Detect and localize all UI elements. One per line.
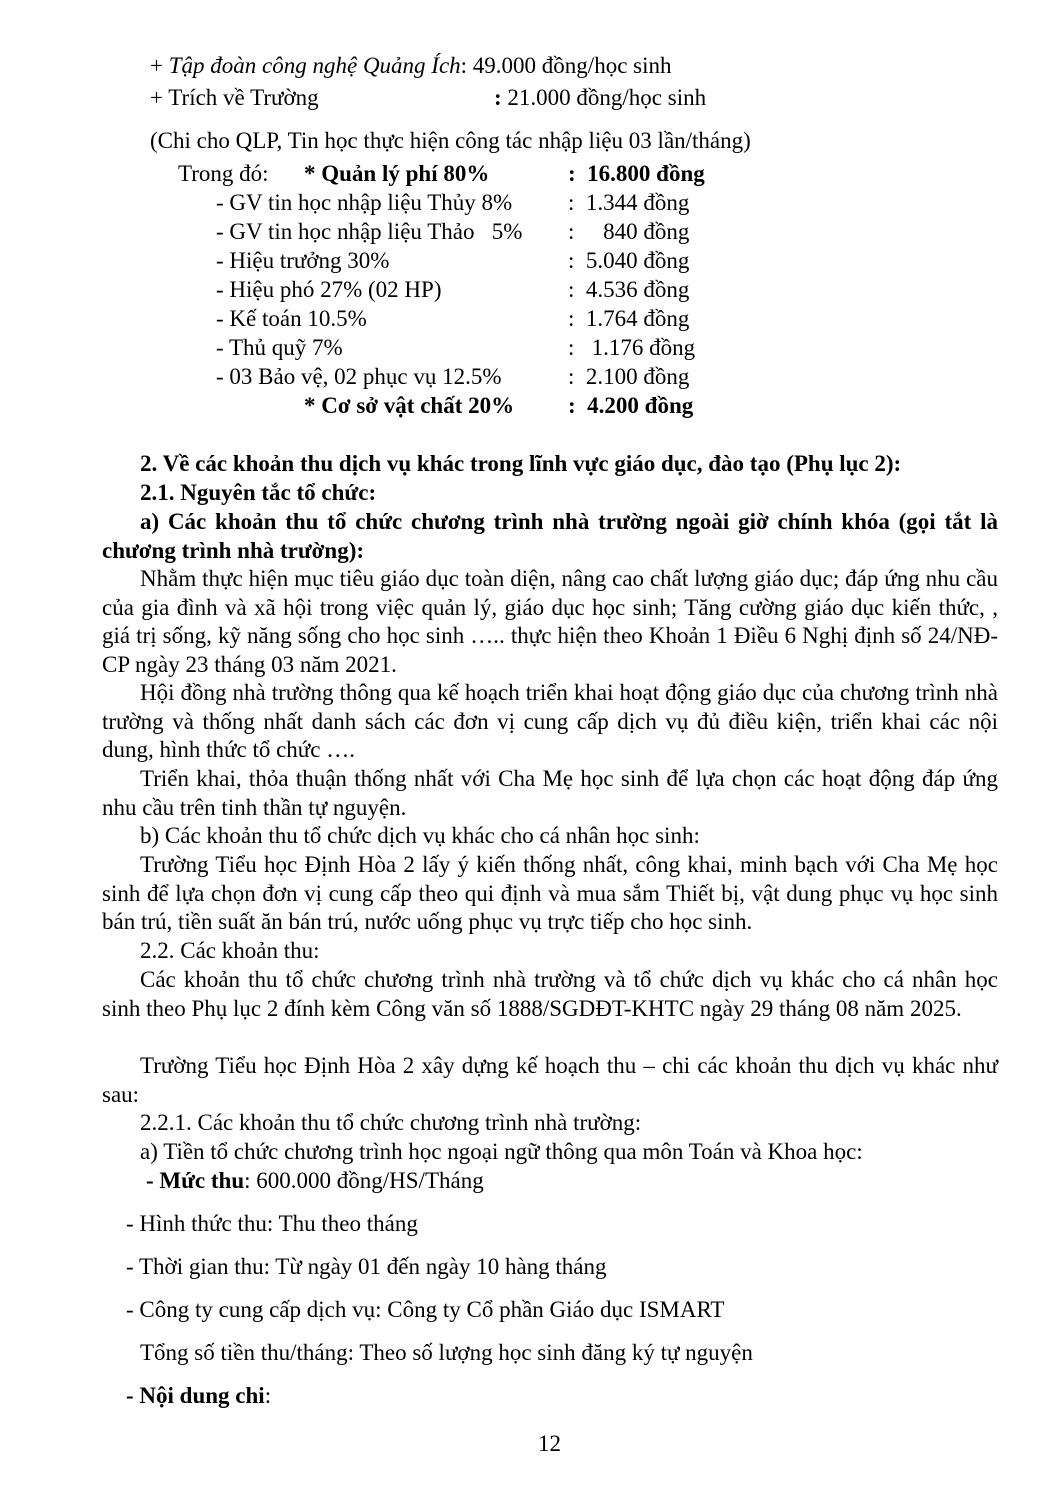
row-label: - Hiệu trưởng 30% (216, 248, 390, 273)
muc-thu-line: - Mức thu: 600.000 đồng/HS/Tháng (146, 1168, 484, 1193)
row-value: : 2.100 đồng (568, 364, 690, 389)
row-label: - Kế toán 10.5% (216, 306, 367, 331)
page-number: 12 (538, 1431, 561, 1456)
csvc-value: : 4.200 đồng (568, 393, 694, 418)
row-label: - GV tin học nhập liệu Thảo 5% (216, 219, 523, 244)
cong-ty-line: - Công ty cung cấp dịch vụ: Công ty Cổ phần Giáo dục ISMART (126, 1297, 725, 1322)
paragraph-3: Triển khai, thỏa thuận thống nhất với Cha Mẹ học sinh để lựa chọn các hoạt động đáp ứng nhu cầu trên tinh thần tự nguyện. (102, 766, 998, 820)
paragraph-4: Trường Tiểu học Định Hòa 2 lấy ý kiến thống nhất, công khai, minh bạch với Cha Mẹ học sinh để lựa chọn đơn vị cung cấp theo qui định và mua sắm Thiết bị, vật dung phục vụ học sinh bán trú, tiền suất ăn bán trú, nước uống phục vụ trực tiếp cho học sinh. (102, 852, 998, 935)
row-label: - GV tin học nhập liệu Thủy 8% (216, 190, 513, 215)
section-2-1-heading: 2.1. Nguyên tắc tổ chức: (140, 480, 377, 505)
section-2-2-1-heading: 2.2.1. Các khoản thu tổ chức chương trình nhà trường: (140, 1110, 642, 1135)
paragraph-6: Trường Tiểu học Định Hòa 2 xây dựng kế hoạch thu – chi các khoản thu dịch vụ khác như sau: (102, 1053, 998, 1107)
qlp-value: : 16.800 đồng (568, 161, 705, 186)
tong-so-line: Tổng số tiền thu/tháng: Theo số lượng học sinh đăng ký tự nguyện (140, 1340, 753, 1365)
section-2-heading: 2. Về các khoản thu dịch vụ khác trong lĩnh vực giáo dục, đào tạo (Phụ lục 2): (140, 451, 902, 476)
csvc-label: * Cơ sở vật chất 20% (304, 393, 515, 418)
line-quang-ich: + Tập đoàn công nghệ Quảng Ích: 49.000 đồng/học sinh (150, 53, 672, 78)
line-trich-ve-truong: + Trích về Trường (150, 85, 319, 110)
a-heading: a) Các khoản thu tổ chức chương trình nhà trường ngoài giờ chính khóa (gọi tắt là chương trình nhà trường): (102, 509, 998, 563)
paragraph-1: Nhằm thực hiện mục tiêu giáo dục toàn diện, nâng cao chất lượng giáo dục; đáp ứng nhu cầu của gia đình và xã hội trong việc quản lý, giáo dục học sinh; Tăng cường giáo dục kiến thức, , giá trị sống, kỹ năng sống cho học sinh ….. thực hiện theo Khoản 1 Điều 6 Nghị định số 24/NĐ-CP ngày 23 tháng 03 năm 2021. (102, 566, 998, 677)
row-value: : 4.536 đồng (568, 277, 690, 302)
item-a-language: a) Tiền tổ chức chương trình học ngoại ngữ thông qua môn Toán và Khoa học: (140, 1139, 863, 1164)
paragraph-5: Các khoản thu tổ chức chương trình nhà trường và tổ chức dịch vụ khác cho cá nhân học sinh theo Phụ lục 2 đính kèm Công văn số 1888/SGDĐT-KHTC ngày 29 tháng 08 năm 2025. (102, 967, 998, 1021)
row-value: : 1.176 đồng (568, 335, 696, 360)
company-name: Tập đoàn công nghệ Quảng Ích (168, 53, 461, 78)
qlp-label: * Quản lý phí 80% (304, 161, 490, 186)
section-2-2-heading: 2.2. Các khoản thu: (140, 938, 320, 963)
thoi-gian-line: - Thời gian thu: Từ ngày 01 đến ngày 10 hàng tháng (126, 1254, 607, 1279)
line-trich-value: : 21.000 đồng/học sinh (494, 85, 707, 110)
note-line: (Chi cho QLP, Tin học thực hiện công tác nhập liệu 03 lần/tháng) (150, 128, 751, 153)
row-value: : 1.344 đồng (568, 190, 690, 215)
trong-do-label: Trong đó: (178, 161, 269, 186)
row-value: : 5.040 đồng (568, 248, 690, 273)
b-heading: b) Các khoản thu tổ chức dịch vụ khác cho cá nhân học sinh: (140, 823, 700, 848)
row-value: : 1.764 đồng (568, 306, 690, 331)
paragraph-2: Hội đồng nhà trường thông qua kế hoạch triển khai hoạt động giáo dục của chương trình nhà trường và thống nhất danh sách các đơn vị cung cấp dịch vụ đủ điều kiện, triển khai các nội dung, hình thức tổ chức …. (102, 680, 998, 763)
hinh-thuc-line: - Hình thức thu: Thu theo tháng (126, 1211, 418, 1236)
row-value: : 840 đồng (568, 219, 690, 244)
noi-dung-chi-line: - Nội dung chi: (126, 1383, 272, 1408)
row-label: - Thủ quỹ 7% (216, 335, 343, 360)
row-label: - Hiệu phó 27% (02 HP) (216, 277, 442, 302)
row-label: - 03 Bảo vệ, 02 phục vụ 12.5% (216, 364, 502, 389)
